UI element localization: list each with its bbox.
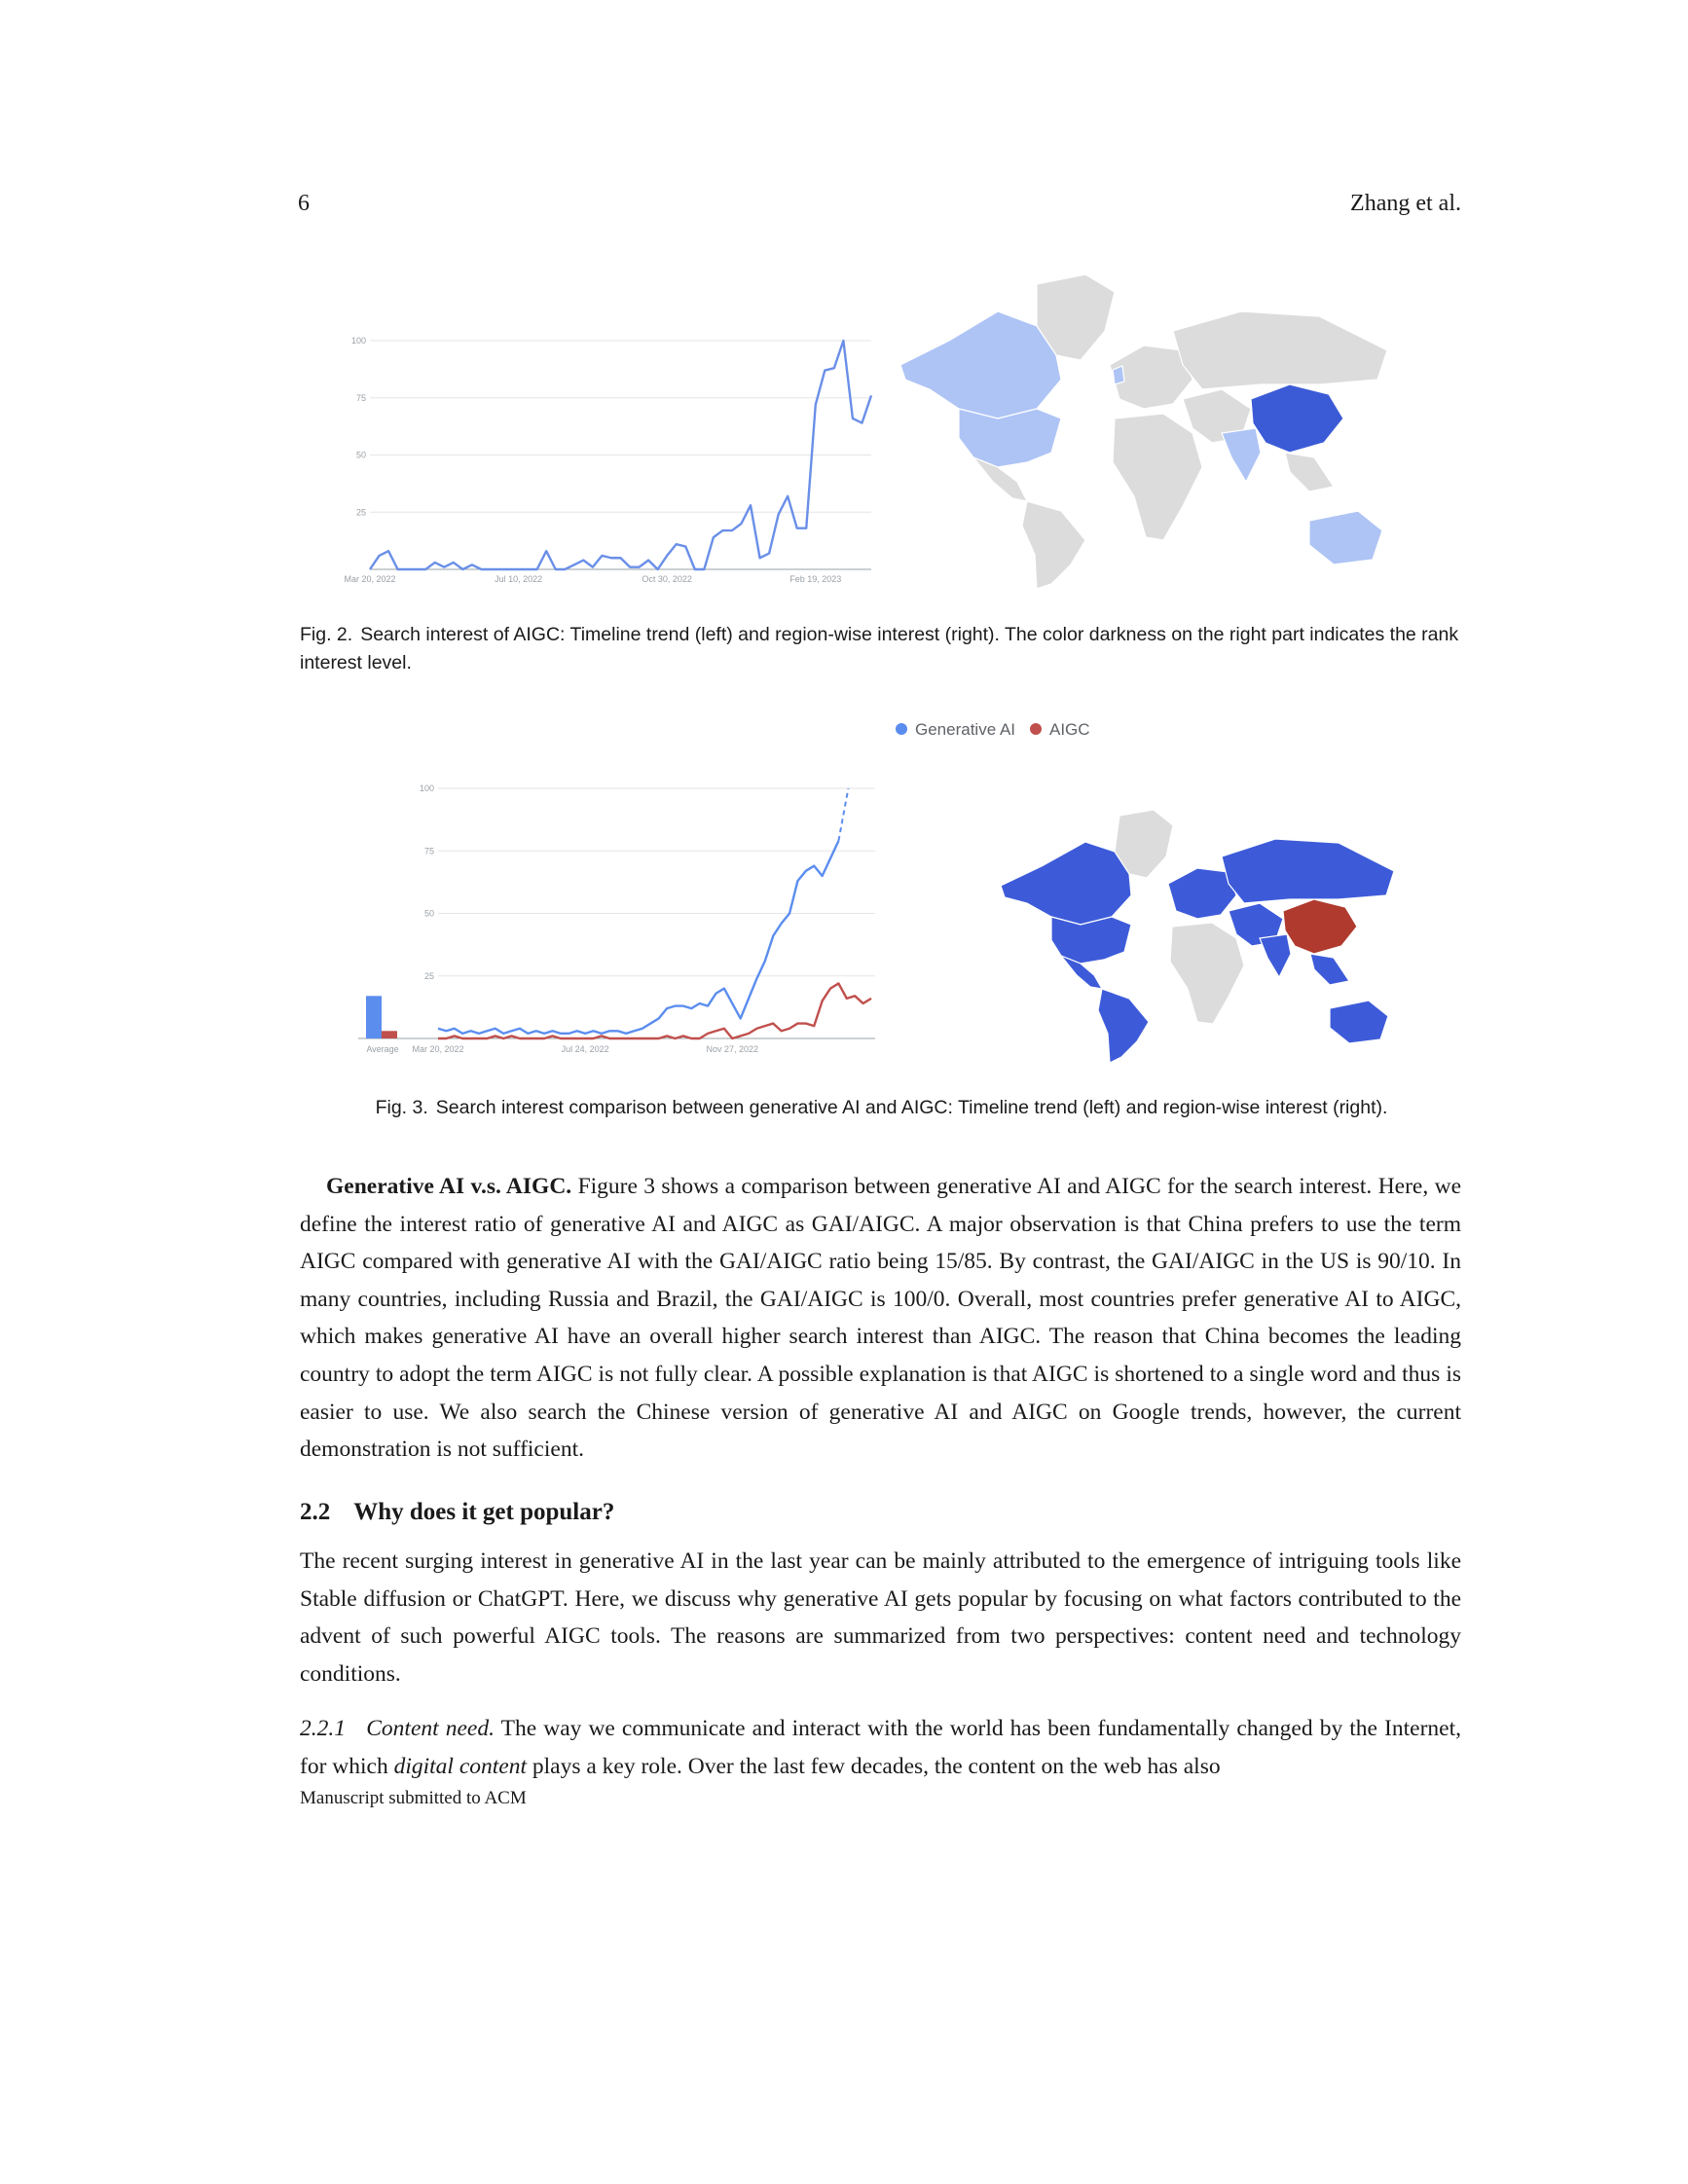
fig2-map-regions	[900, 274, 1387, 589]
fig2-region-china	[1251, 384, 1343, 453]
fig3-average-label: Average	[366, 1044, 399, 1054]
figure2-world-map	[891, 273, 1397, 594]
fig2-y-tick-label: 50	[355, 450, 366, 460]
figure3-caption-text: Search interest comparison between generative AI and AIGC: Timeline trend (left) and region-wise interest (right).	[435, 1097, 1388, 1118]
paragraph-text: Figure 3 shows a comparison between generative AI and AIGC for the search interest. Here, we define the interest ratio of generative AI and AIGC as GAI/AIGC. A major observation is that China prefers to use the term AIGC compared with generative AI with the GAI/AIGC ratio being 15/85. By contrast, the GAI/AIGC in the US is 90/10. In many countries, including Russia and Brazil, the GAI/AIGC is 100/0. Overall, most countries prefer generative AI to AIGC, which makes generative AI have an overall higher search interest than AIGC. The reason that China becomes the leading country to adopt the term AIGC is not fully clear. A possible explanation is that AIGC is shortened to a single word and thus is easier to use. We also search the Chinese version of generative AI and AIGC on Google trends, however, the current demonstration is not sufficient.	[300, 1174, 1461, 1463]
figure2-caption-text: Search interest of AIGC: Timeline trend (left) and region-wise interest (right). The color darkness on the right part indicates the rank interest level.	[300, 624, 1459, 673]
fig3-y-tick-label: 75	[423, 846, 434, 856]
legend-generative-ai-dot	[896, 723, 907, 735]
paragraph-lead-in: Generative AI v.s. AIGC.	[326, 1174, 572, 1199]
paragraph-why-popular	[300, 1543, 1461, 1693]
fig3-x-tick-label: Nov 27, 2022	[706, 1044, 759, 1054]
fig2-y-tick-labels	[351, 336, 366, 517]
fig3-region-southeast-asia	[1310, 954, 1349, 985]
fig2-y-tick-label: 25	[355, 507, 366, 518]
fig3-average-bar-aigc	[382, 1031, 397, 1038]
paragraph-text-after: plays a key role. Over the last few decades, the content on the web has also	[527, 1753, 1221, 1779]
fig3-x-tick-label: Mar 20, 2022	[412, 1044, 464, 1054]
legend-aigc-label: AIGC	[1049, 720, 1090, 739]
fig2-x-tick-label: Oct 30, 2022	[642, 574, 692, 584]
fig3-generative-ai-series-line	[438, 841, 838, 1034]
fig3-region-russia	[1222, 839, 1394, 903]
fig3-x-tick-label: Jul 24, 2022	[561, 1044, 609, 1054]
figure3-world-map	[993, 808, 1402, 1066]
fig3-y-tick-labels	[420, 783, 434, 981]
fig2-region-russia-north-asia	[1173, 311, 1387, 389]
paragraph-emphasis: digital content	[393, 1753, 528, 1779]
fig3-region-canada	[1001, 842, 1131, 925]
subsection-title: Content need.	[366, 1716, 495, 1741]
fig3-y-tick-label: 50	[423, 908, 434, 919]
fig3-map-regions	[1001, 810, 1394, 1063]
legend-generative-ai-label: Generative AI	[915, 720, 1016, 739]
paragraph-text-before: The way we communicate and interact with the world has been fundamentally changed by the Internet, for which	[300, 1716, 1461, 1779]
fig2-region-india	[1222, 428, 1261, 482]
paragraph-content-need	[300, 1710, 1461, 1785]
paragraph-generative-ai-vs-aigc	[300, 1168, 1461, 1469]
figure3-legend	[891, 715, 1144, 745]
fig3-region-india	[1260, 934, 1291, 977]
legend-aigc-dot	[1030, 723, 1042, 735]
fig3-aigc-series-line	[438, 983, 871, 1038]
fig2-region-canada	[900, 311, 1061, 419]
fig2-x-tick-label: Jul 10, 2022	[495, 574, 543, 584]
section-number: 2.2	[300, 1499, 331, 1525]
section-title: Why does it get popular?	[353, 1499, 615, 1525]
section-heading	[300, 1499, 614, 1526]
fig3-x-tick-labels	[412, 1044, 758, 1054]
fig2-region-australia	[1309, 511, 1382, 564]
figure2-caption-label: Fig. 2.	[300, 624, 353, 645]
figure3-line-chart	[350, 769, 881, 1061]
fig2-region-africa	[1113, 414, 1202, 540]
fig3-region-china	[1283, 899, 1357, 954]
paragraph-text: The recent surging interest in generative AI in the last year can be mainly attributed to the emergence of intriguing tools like Stable diffusion or ChatGPT. Here, we discuss why generative AI gets popular by focusing on what factors contributed to the advent of such powerful AIGC tools. The reasons are summarized from two perspectives: content need and technology conditions.	[300, 1548, 1461, 1687]
fig3-y-tick-label: 25	[423, 970, 434, 981]
fig2-region-uk	[1113, 366, 1124, 384]
fig3-generative-ai-partial-data-line	[838, 788, 848, 841]
figure3-caption	[300, 1094, 1463, 1122]
page-number: 6	[298, 191, 310, 216]
running-head: Zhang et al.	[1350, 191, 1461, 216]
fig2-x-tick-label: Feb 19, 2023	[789, 574, 842, 584]
figure3-caption-label: Fig. 3.	[375, 1097, 428, 1118]
fig3-region-australia	[1330, 1001, 1388, 1043]
fig3-gridlines	[358, 788, 875, 1038]
fig2-x-tick-label: Mar 20, 2022	[344, 574, 396, 584]
fig3-region-south-america	[1098, 989, 1149, 1063]
subsection-number: 2.2.1	[300, 1716, 346, 1741]
fig3-region-africa	[1170, 923, 1244, 1024]
fig2-y-tick-label: 100	[350, 336, 366, 346]
fig3-average-bar-generative-ai	[366, 996, 382, 1038]
fig2-gridlines	[370, 341, 871, 569]
figure2-line-chart	[344, 321, 876, 594]
figure2-caption	[300, 621, 1463, 677]
fig2-region-southeast-asia	[1285, 453, 1334, 491]
fig2-x-tick-labels	[344, 574, 841, 584]
fig2-y-tick-label: 75	[355, 392, 366, 403]
fig3-y-tick-label: 100	[419, 783, 434, 793]
footer-manuscript-note: Manuscript submitted to ACM	[300, 1788, 527, 1808]
fig2-region-south-america	[1022, 501, 1085, 589]
